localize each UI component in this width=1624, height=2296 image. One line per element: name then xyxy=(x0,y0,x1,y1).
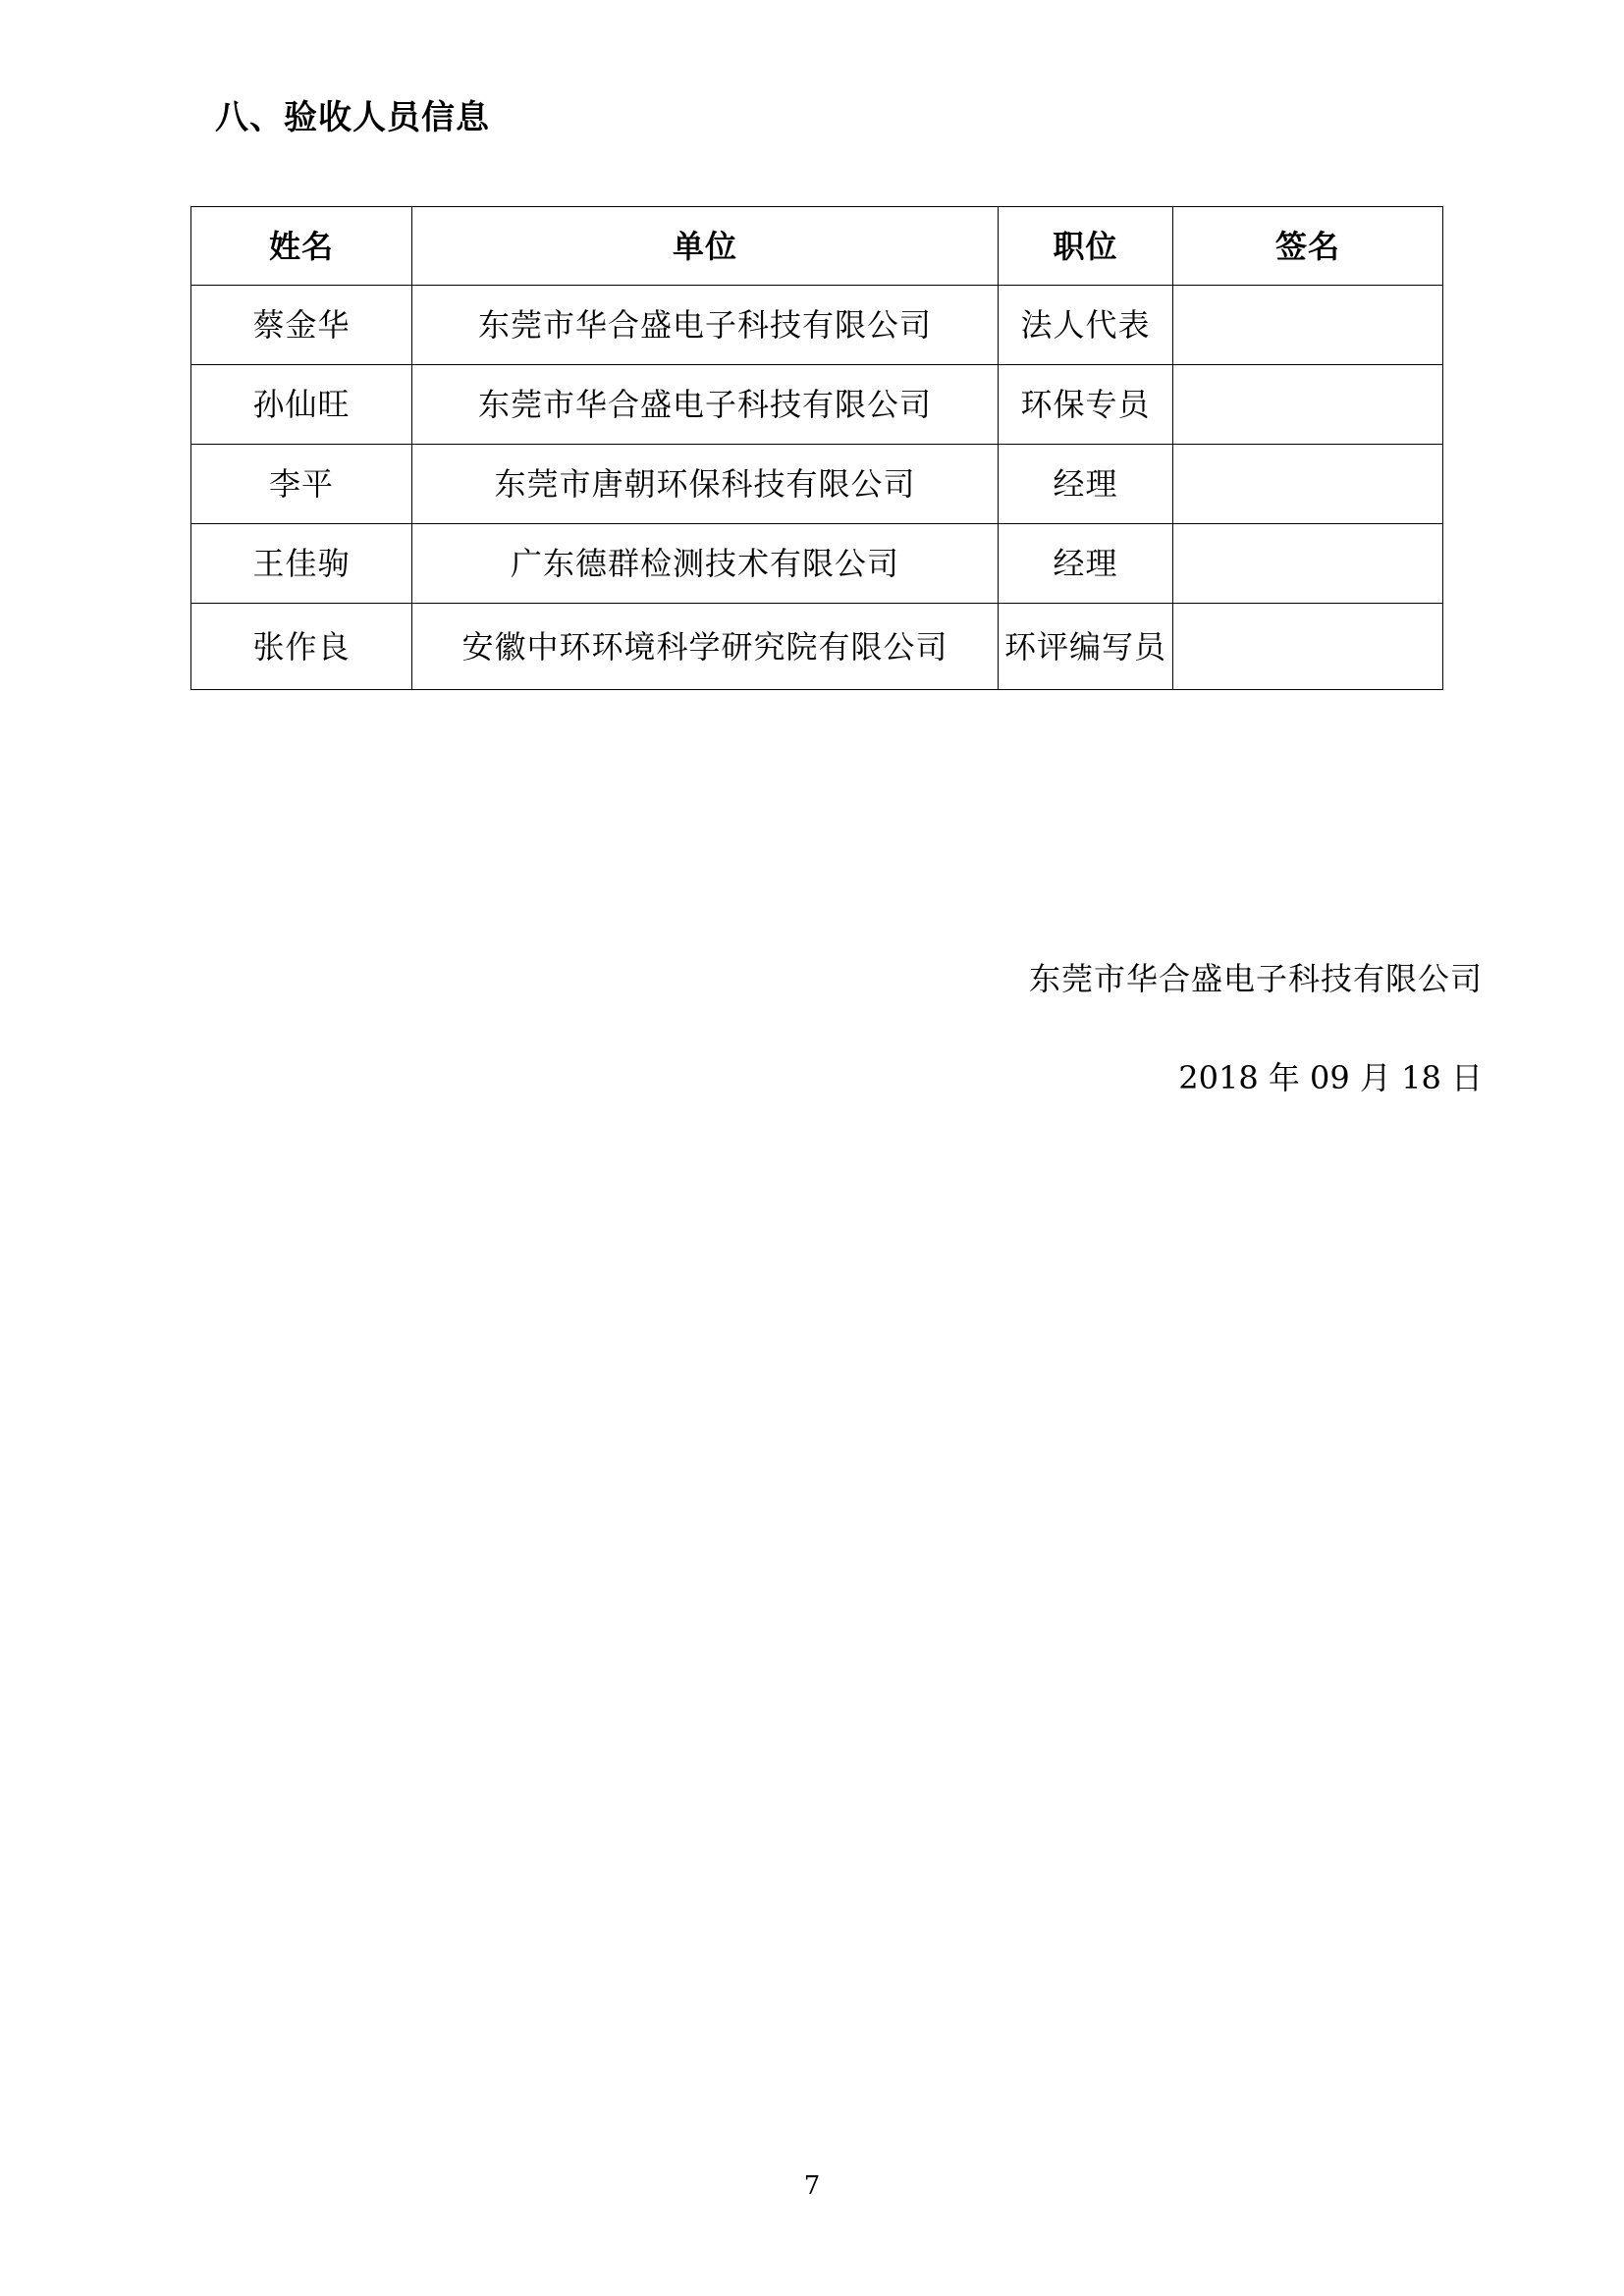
cell-name: 王佳驹 xyxy=(191,524,412,604)
cell-unit: 东莞市唐朝环保科技有限公司 xyxy=(412,445,999,524)
table-row xyxy=(191,524,1443,604)
cell-position: 环保专员 xyxy=(999,365,1173,445)
cell-name: 张作良 xyxy=(191,604,412,690)
cell-signature xyxy=(1173,365,1443,445)
header-name: 姓名 xyxy=(191,207,412,286)
table-row xyxy=(191,604,1443,690)
table-row xyxy=(191,286,1443,365)
cell-unit: 东莞市华合盛电子科技有限公司 xyxy=(412,286,999,365)
cell-name: 李平 xyxy=(191,445,412,524)
table-row xyxy=(191,365,1443,445)
cell-position: 经理 xyxy=(999,524,1173,604)
table-row xyxy=(191,445,1443,524)
cell-signature xyxy=(1173,604,1443,690)
cell-signature xyxy=(1173,286,1443,365)
page-number: 7 xyxy=(803,2171,821,2201)
cell-signature xyxy=(1173,524,1443,604)
cell-signature xyxy=(1173,445,1443,524)
header-position: 职位 xyxy=(999,207,1173,286)
header-unit: 单位 xyxy=(412,207,999,286)
header-signature: 签名 xyxy=(1173,207,1443,286)
signing-company: 东莞市华合盛电子科技有限公司 xyxy=(1028,960,1483,997)
section-heading: 八、验收人员信息 xyxy=(215,98,490,137)
cell-position: 法人代表 xyxy=(999,286,1173,365)
cell-name: 孙仙旺 xyxy=(191,365,412,445)
signing-date: 2018 年 09 月 18 日 xyxy=(1178,1059,1483,1096)
cell-unit: 东莞市华合盛电子科技有限公司 xyxy=(412,365,999,445)
cell-unit: 安徽中环环境科学研究院有限公司 xyxy=(412,604,999,690)
acceptance-staff-table xyxy=(190,206,1443,690)
table-header-row xyxy=(191,207,1443,286)
cell-unit: 广东德群检测技术有限公司 xyxy=(412,524,999,604)
cell-name: 蔡金华 xyxy=(191,286,412,365)
cell-position: 经理 xyxy=(999,445,1173,524)
cell-position: 环评编写员 xyxy=(999,604,1173,690)
